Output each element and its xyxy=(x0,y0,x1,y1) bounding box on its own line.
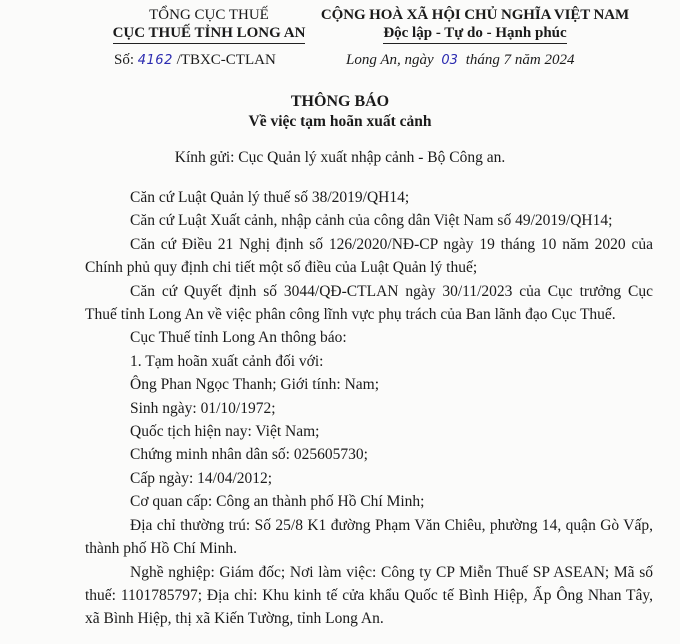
country-name: CỘNG HOÀ XÃ HỘI CHỦ NGHĨA VIỆT NAM xyxy=(320,7,630,23)
doc-number-suffix: /TBXC-CTLAN xyxy=(176,52,276,68)
agency-parent: TỔNG CỤC THUẾ xyxy=(149,7,269,23)
paragraph: Chứng minh nhân dân số: 025605730; xyxy=(130,446,368,464)
document-title: THÔNG BÁO xyxy=(290,93,390,110)
paragraph: Ông Phan Ngọc Thanh; Giới tính: Nam; xyxy=(130,376,379,394)
paragraph: Căn cứ Luật Quản lý thuế số 38/2019/QH14; xyxy=(130,189,410,206)
paragraph: Sinh ngày: 01/10/1972; xyxy=(130,399,276,417)
agency-name: CỤC THUẾ TỈNH LONG AN xyxy=(113,24,306,44)
recipient-line: Kính gửi: Cục Quản lý xuất nhập cảnh - Bộ Công an. xyxy=(174,149,506,166)
doc-number-handwritten: 4162 xyxy=(137,53,173,68)
paragraph: Quốc tịch hiện nay: Việt Nam; xyxy=(130,423,320,441)
paragraph: Địa chỉ thường trú: Số 25/8 K1 đường Phạm Văn Chiêu, phường 14, quận Gò Vấp, thành phố Hồ Chí Minh. xyxy=(85,516,653,558)
date-line xyxy=(346,52,574,69)
paragraph: Căn cứ Quyết định số 3044/QĐ-CTLAN ngày 30/11/2023 của Cục trưởng Cục Thuế tỉnh Long An về việc phân công lĩnh vực phụ trách của Ban lãnh đạo Cục Thuế. xyxy=(85,282,653,324)
date-day-handwritten: 03 xyxy=(441,53,458,68)
paragraph: Căn cứ Luật Xuất cảnh, nhập cảnh của công dân Việt Nam số 49/2019/QH14; xyxy=(130,212,613,230)
paragraph: Căn cứ Điều 21 Nghị định số 126/2020/NĐ-CP ngày 19 tháng 10 năm 2020 của Chính phủ quy định chi tiết một số điều của Luật Quản lý thuế; xyxy=(85,235,653,277)
paragraph: Cấp ngày: 14/04/2012; xyxy=(130,469,273,487)
date-suffix: tháng 7 năm 2024 xyxy=(465,52,575,68)
paragraph: 1. Tạm hoãn xuất cảnh đối với: xyxy=(130,352,324,370)
date-prefix: Long An, ngày xyxy=(346,52,434,68)
paragraph: Cơ quan cấp: Công an thành phố Hồ Chí Minh; xyxy=(130,493,425,511)
doc-number-prefix: Số: xyxy=(114,52,135,68)
national-motto: Độc lập - Tự do - Hạnh phúc xyxy=(383,24,566,44)
document-subtitle: Về việc tạm hoãn xuất cảnh xyxy=(248,113,432,130)
paragraph: Nghề nghiệp: Giám đốc; Nơi làm việc: Công ty CP Miễn Thuế SP ASEAN; Mã số thuế: 1101785797; Địa chỉ: Khu kinh tế cửa khẩu Quốc tế Bình Hiệp, Ấp Ông Nhan Tây, xã Bình Hiệp, thị xã Kiến Tường, tỉnh Long An. xyxy=(85,563,653,628)
paragraph: Cục Thuế tỉnh Long An thông báo: xyxy=(130,329,347,347)
national-header-block xyxy=(310,6,640,44)
document-number xyxy=(114,52,276,69)
issuing-agency-block xyxy=(84,6,334,44)
document-body xyxy=(85,186,653,631)
